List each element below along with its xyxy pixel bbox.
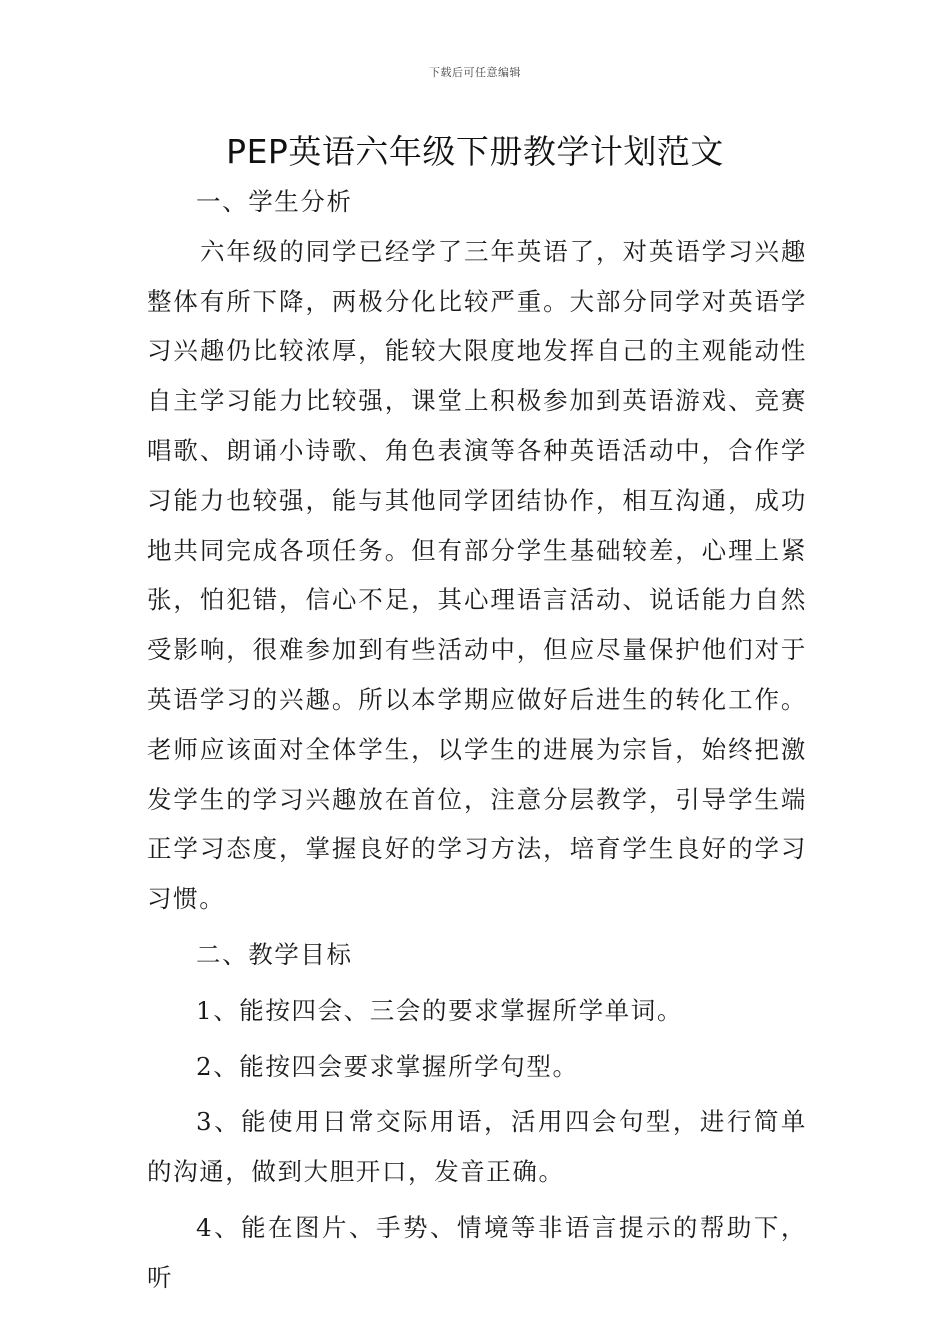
section-heading-teaching-goals: 二、教学目标 [196,939,353,969]
goal-item: 3、能使用日常交际用语，活用四会句型，进行简单的沟通，做到大胆开口，发音正确。 [147,1107,807,1187]
goal-item: 4、能在图片、手势、情境等非语言提示的帮助下，听 [147,1212,807,1292]
page-title: PEP英语六年级下册教学计划范文 [226,132,724,171]
document-body [147,177,807,1303]
header-note: 下载后可任意编辑 [429,66,521,79]
goal-item: 1、能按四会、三会的要求掌握所学单词。 [196,995,683,1025]
section-heading-student-analysis: 一、学生分析 [196,187,353,216]
goal-item: 2、能按四会要求掌握所学句型。 [196,1051,579,1081]
paragraph-student-analysis: 六年级的同学已经学了三年英语了，对英语学习兴趣整体有所下降，两极分化比较严重。大部分同学对英语学习兴趣仍比较浓厚，能较大限度地发挥自己的主观能动性自主学习能力比较强，课堂上积极参加到英语游戏、竞赛唱歌、朗诵小诗歌、角色表演等各种英语活动中，合作学习能力也较强，能与其他同学团结协作，相互沟通，成功地共同完成各项任务。但有部分学生基础较差，心理上紧张，怕犯错，信心不足，其心理语言活动、说话能力自然受影响，很难参加到有些活动中，但应尽量保护他们对于英语学习的兴趣。所以本学期应做好后进生的转化工作。老师应该面对全体学生，以学生的进展为宗旨，始终把激发学生的学习兴趣放在首位，注意分层教学，引导学生端正学习态度，掌握良好的学习方法，培育学生良好的学习习惯。 [147,236,807,914]
